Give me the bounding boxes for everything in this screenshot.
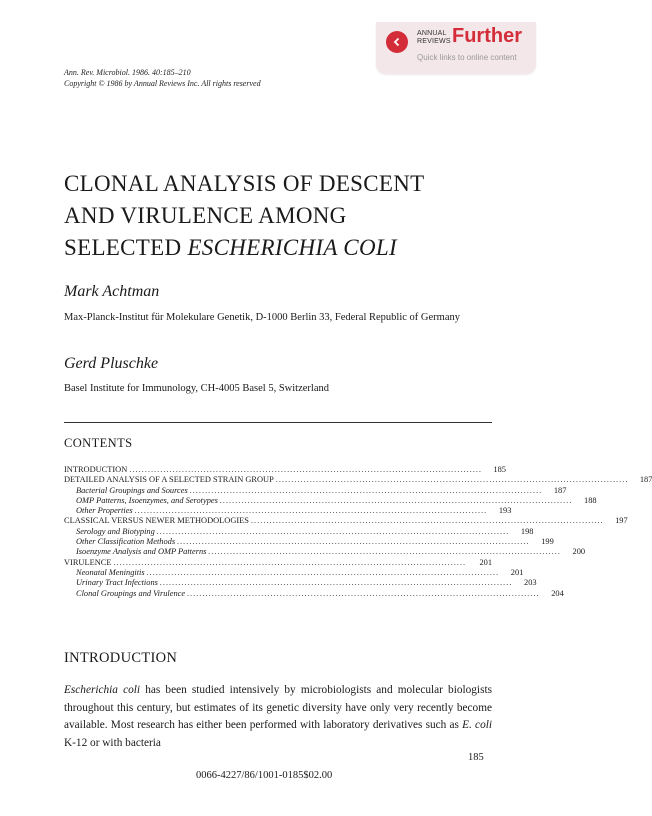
play-arrow-icon[interactable] bbox=[386, 31, 408, 53]
toc-entry-label: Urinary Tract Infections bbox=[76, 578, 158, 588]
toc-entry-label: CLASSICAL VERSUS NEWER METHODOLOGIES bbox=[64, 516, 249, 526]
author-name-2: Gerd Pluschke bbox=[64, 355, 159, 372]
toc-entry-page: 187 bbox=[639, 475, 652, 485]
toc-subentry[interactable]: Clonal Groupings and Virulence .................................................................................................................. 204 bbox=[76, 588, 564, 598]
toc-entry-label: Neonatal Meningitis bbox=[76, 567, 145, 577]
divider bbox=[64, 422, 492, 423]
article-code: 0066-4227/86/1001-0185$02.00 bbox=[196, 770, 333, 781]
toc-entry-page: 203 bbox=[524, 578, 537, 588]
badge-subtitle: Quick links to online content bbox=[417, 53, 517, 62]
toc-entry-label: Other Properties bbox=[76, 506, 133, 516]
toc-entry-label: INTRODUCTION bbox=[64, 465, 128, 474]
badge-annual-text: ANNUAL bbox=[417, 30, 447, 37]
toc-entry[interactable]: CLASSICAL VERSUS NEWER METHODOLOGIES .................................................................................................................. 197 bbox=[64, 516, 628, 526]
title-line-1: CLONAL ANALYSIS OF DESCENT bbox=[64, 171, 425, 196]
article-title bbox=[64, 168, 504, 264]
toc-subentry[interactable]: Serology and Biotyping .................................................................................................................. 198 bbox=[76, 526, 534, 536]
toc-entry-label: OMP Patterns, Isoenzymes, and Serotypes bbox=[76, 495, 218, 505]
toc-entry-page: 198 bbox=[520, 526, 534, 536]
citation-line-1: Ann. Rev. Microbiol. 1986. 40:185–210 bbox=[64, 68, 191, 77]
toc-entry[interactable]: DETAILED ANALYSIS OF A SELECTED STRAIN GROUP .................................................................................................................. 187 bbox=[64, 475, 652, 485]
toc-entry[interactable]: INTRODUCTION .................................................................................................................. 185 bbox=[64, 465, 506, 474]
toc-entry-page: 201 bbox=[479, 557, 492, 567]
toc-entry-page: 188 bbox=[584, 495, 597, 505]
author-affiliation-2: Basel Institute for Immunology, CH-4005 Basel 5, Switzerland bbox=[64, 383, 329, 394]
toc-entry-label: Serology and Biotyping bbox=[76, 526, 155, 536]
badge-publisher bbox=[417, 30, 451, 46]
toc-entry-label: VIRULENCE bbox=[64, 557, 112, 567]
page-number: 185 bbox=[468, 752, 484, 763]
badge-reviews-text: REVIEWS bbox=[417, 38, 451, 45]
toc-entry-page: 199 bbox=[541, 537, 554, 547]
toc-entry-page: 185 bbox=[493, 465, 506, 474]
intro-text-2: K-12 or with bacteria bbox=[64, 736, 161, 749]
toc-entry-label: Isoenzyme Analysis and OMP Patterns bbox=[76, 547, 207, 557]
intro-text-1: has been studied intensively by microbiologists and molecular biologists throughout this century, but estimates of its genetic diversity have only very recently become available. Most research has either been performed with laboratory derivatives such as bbox=[64, 684, 493, 732]
toc-entry-page: 204 bbox=[551, 588, 564, 598]
title-line-2: AND VIRULENCE AMONG bbox=[64, 203, 347, 228]
author-affiliation-1: Max-Planck-Institut für Molekulare Genetik, D-1000 Berlin 33, Federal Republic of Germany bbox=[64, 312, 460, 323]
further-badge[interactable] bbox=[376, 22, 536, 74]
toc-subentry[interactable]: Bacterial Groupings and Sources .................................................................................................................. 187 bbox=[76, 485, 567, 495]
table-of-contents bbox=[64, 465, 652, 599]
toc-entry[interactable]: VIRULENCE .................................................................................................................. 201 bbox=[64, 557, 492, 567]
contents-title: CONTENTS bbox=[64, 436, 133, 450]
toc-subentry[interactable]: OMP Patterns, Isoenzymes, and Serotypes .................................................................................................................. 188 bbox=[76, 495, 597, 505]
section-heading-introduction: INTRODUCTION bbox=[64, 650, 178, 666]
introduction-paragraph bbox=[64, 682, 492, 752]
toc-subentry[interactable]: Isoenzyme Analysis and OMP Patterns .................................................................................................................. 200 bbox=[76, 547, 586, 557]
toc-entry-label: Bacterial Groupings and Sources bbox=[76, 485, 188, 495]
toc-entry-page: 187 bbox=[553, 485, 567, 495]
title-line-3 bbox=[64, 232, 504, 264]
toc-entry-page: 200 bbox=[572, 547, 586, 557]
toc-entry-page: 193 bbox=[498, 506, 512, 516]
toc-entry-label: DETAILED ANALYSIS OF A SELECTED STRAIN GROUP bbox=[64, 475, 274, 485]
citation-line-2: Copyright © 1986 by Annual Reviews Inc. All rights reserved bbox=[64, 79, 261, 88]
author-name-1: Mark Achtman bbox=[64, 283, 160, 300]
title-line-3-italic: ESCHERICHIA COLI bbox=[187, 235, 397, 260]
title-line-3-prefix: SELECTED bbox=[64, 235, 188, 260]
intro-italic-species: Escherichia coli bbox=[64, 684, 141, 696]
toc-subentry[interactable]: Other Properties .................................................................................................................. 193 bbox=[76, 506, 512, 516]
toc-entry-page: 201 bbox=[510, 567, 524, 577]
toc-subentry[interactable]: Other Classification Methods .................................................................................................................. 199 bbox=[76, 537, 554, 547]
intro-italic-ecoli: E. coli bbox=[462, 719, 493, 732]
toc-subentry[interactable]: Urinary Tract Infections .................................................................................................................. 203 bbox=[76, 578, 537, 588]
toc-entry-page: 197 bbox=[615, 516, 628, 526]
toc-entry-label: Other Classification Methods bbox=[76, 537, 176, 547]
toc-subentry[interactable]: Neonatal Meningitis .................................................................................................................. 201 bbox=[76, 567, 524, 577]
toc-entry-label: Clonal Groupings and Virulence bbox=[76, 588, 186, 598]
badge-further-text: Further bbox=[452, 25, 522, 47]
